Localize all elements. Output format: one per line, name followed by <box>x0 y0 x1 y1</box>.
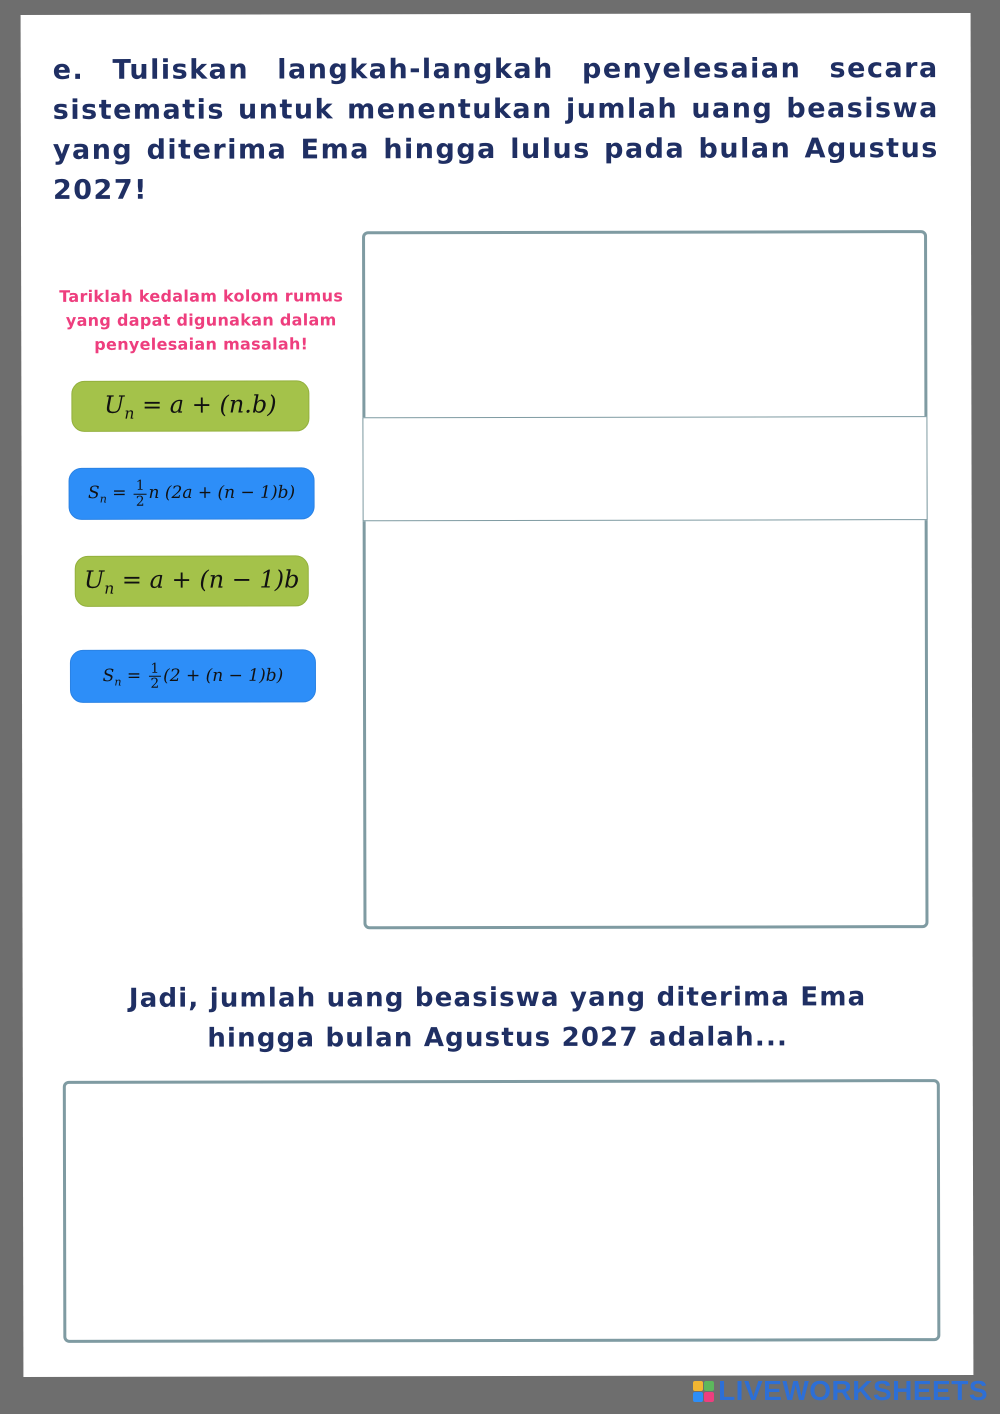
worksheet-page <box>21 13 974 1377</box>
steps-answer-box[interactable] <box>362 230 928 929</box>
formula-chip-sn-incorrect[interactable] <box>70 649 316 703</box>
formula-chip-un-arithmetic-term[interactable] <box>75 555 309 606</box>
question-text: e. Tuliskan langkah-langkah penyelesaian secara sistematis untuk menentukan jumlah uang beasiswa yang diterima Ema hingga lulus pada bulan Agustus 2027! <box>52 53 939 206</box>
conclusion-text <box>83 977 913 1059</box>
liveworksheets-brand <box>693 1374 988 1408</box>
liveworksheets-logo-icon <box>693 1381 714 1402</box>
formula-drop-zone[interactable] <box>362 416 927 521</box>
formula-text: $S_n$ = $\frac{1}{2}$ n (2a + (n − 1)b) <box>88 477 296 510</box>
formula-text: $S_n$ = $\frac{1}{2}$ (2 + (n − 1)b) <box>102 660 284 692</box>
final-answer-box[interactable] <box>63 1079 941 1343</box>
brand-name: LIVEWORKSHEETS <box>718 1375 988 1406</box>
formula-chip-sn-arithmetic-sum[interactable] <box>69 467 315 520</box>
drag-instruction: Tariklah kedalam kolom rumus yang dapat digunakan dalam penyelesaian masalah! <box>59 286 344 354</box>
formula-chip-un-nb[interactable] <box>71 380 309 431</box>
formula-text: $U_n = a + (n - 1)b$ <box>83 565 300 598</box>
conclusion-line-2: hingga bulan Agustus 2027 adalah... <box>207 1022 789 1054</box>
conclusion-line-1: Jadi, jumlah uang beasiswa yang diterima Ema <box>128 982 867 1014</box>
formula-text: $U_n = a + (n.b)$ <box>104 390 277 423</box>
